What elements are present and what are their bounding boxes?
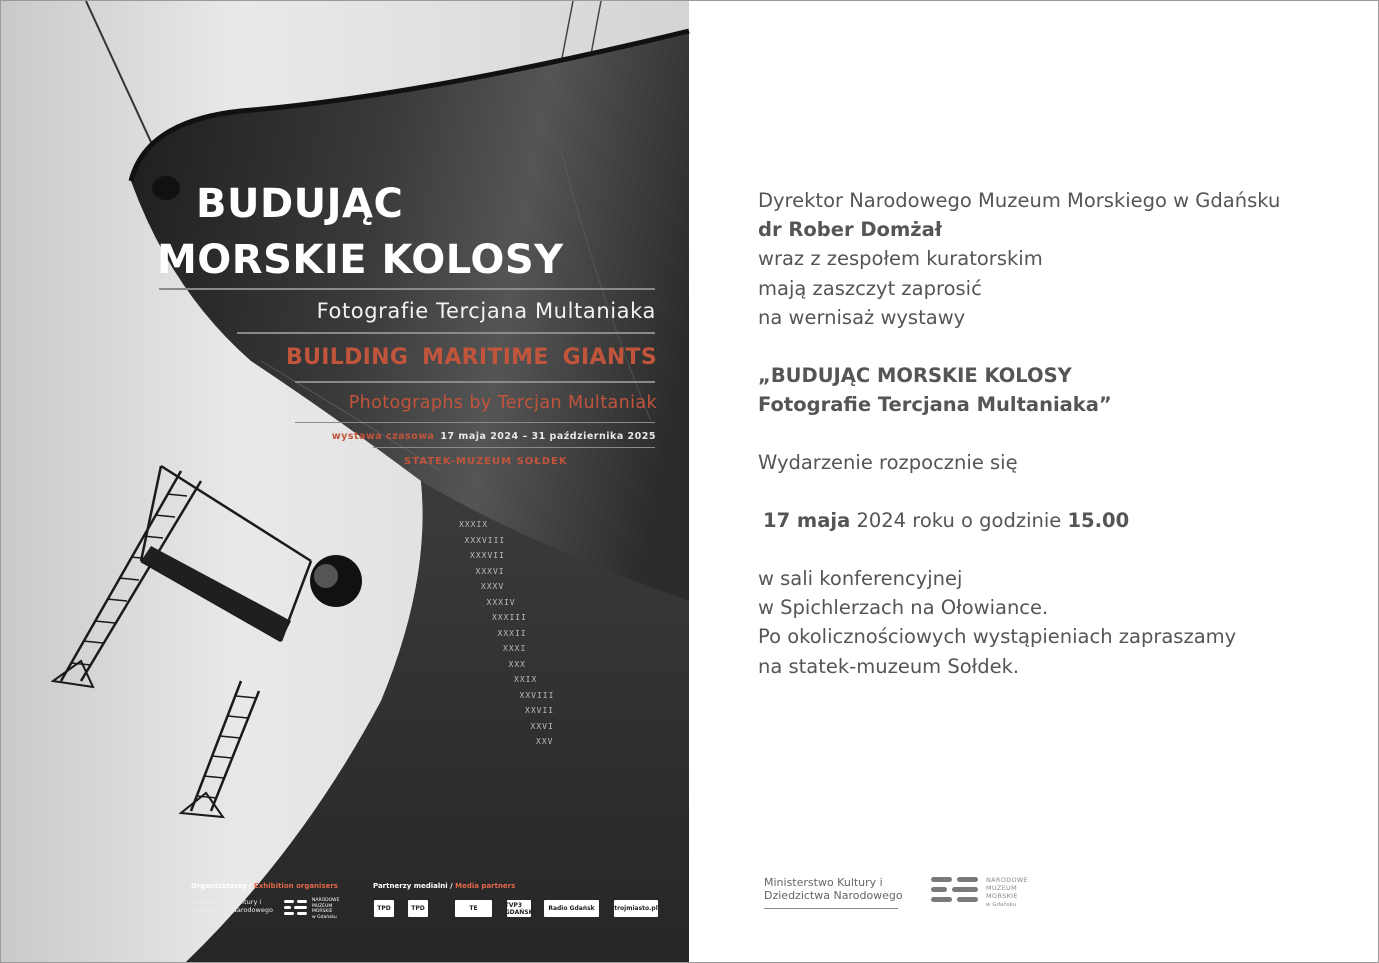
invite-line-team: wraz z zespołem kuratorskim bbox=[758, 247, 1043, 271]
dates-value: 17 maja 2024 – 31 października 2025 bbox=[440, 431, 656, 442]
media-partner-logo: TPD bbox=[374, 900, 394, 917]
organizers-heading bbox=[191, 882, 338, 890]
hull-mark: XXXIX bbox=[459, 520, 489, 529]
invite-time: 15.00 bbox=[1067, 509, 1130, 533]
hull-mark: XXV bbox=[536, 737, 554, 746]
invite-exhibition-title1: „BUDUJĄC MORSKIE KOLOSY bbox=[758, 363, 1072, 387]
hull-mark: XXXVII bbox=[470, 551, 505, 560]
ministry-underline bbox=[764, 908, 898, 909]
media-partner-logo: TVP3 GDAŃSK bbox=[504, 901, 534, 916]
media-partner-logo: TE bbox=[455, 900, 492, 917]
hull-mark: XXXII bbox=[497, 628, 527, 638]
nmm-small-line: NARODOWE bbox=[312, 898, 340, 903]
nmm-small-line: w Gdańsku bbox=[312, 914, 337, 920]
nmm-logo-line: w Gdańsku bbox=[986, 901, 1017, 908]
invite-line-director-title: Dyrektor Narodowego Muzeum Morskiego w Gdańsku bbox=[758, 189, 1281, 212]
media-partner-logo: Radio Gdańsk bbox=[544, 900, 599, 917]
invite-exhibition-title2: Fotografie Tercjana Multaniaka” bbox=[758, 393, 1112, 417]
poster-title-line1: BUDUJĄC bbox=[196, 181, 404, 227]
media-label: Partnerzy medialni / bbox=[373, 882, 453, 890]
invite-date-rest: 2024 roku o godzinie bbox=[850, 509, 1068, 533]
media-heading bbox=[373, 882, 515, 890]
hull-mark: XXXVI bbox=[475, 566, 505, 576]
title-divider bbox=[159, 288, 655, 290]
hull-mark: XXXIV bbox=[486, 597, 516, 607]
invite-director-name: dr Rober Domżał bbox=[758, 218, 943, 242]
organizers-label-en: Exhibition organisers bbox=[254, 882, 338, 890]
nmm-small-text bbox=[312, 898, 339, 920]
hull-mark: XXVII bbox=[525, 706, 555, 715]
dates-label: wystawa czasowa bbox=[331, 431, 435, 442]
invite-place1: w sali konferencyjnej bbox=[758, 567, 963, 591]
nmm-small-line: MUZEUM bbox=[312, 903, 333, 909]
invite-date: 17 maja bbox=[763, 509, 851, 533]
exhibition-poster bbox=[1, 1, 689, 962]
nmm-logo-line: NARODOWE bbox=[986, 876, 1028, 884]
media-label-en: Media partners bbox=[455, 882, 516, 890]
hull-mark: XXIX bbox=[514, 675, 538, 684]
ministry-logo-small: Ministerstwo Kultury i Dziedzictwa Narodowego bbox=[191, 898, 273, 914]
hull-mark: XXVIII bbox=[519, 690, 555, 700]
poster-subtitle-en: Photographs by Tercjan Multaniak bbox=[348, 393, 657, 413]
poster-dates bbox=[332, 431, 656, 442]
nmm-logo bbox=[931, 876, 981, 906]
hull-mark: XXXI bbox=[503, 644, 527, 653]
hull-mark: XXXVIII bbox=[464, 535, 506, 545]
nmm-logo-text bbox=[986, 876, 1028, 909]
subtitle-en-divider bbox=[295, 422, 655, 423]
dates-divider bbox=[373, 447, 655, 448]
hull-mark: XXXIII bbox=[492, 613, 527, 622]
poster-subtitle-pl: Fotografie Tercjana Multaniaka bbox=[316, 299, 656, 323]
media-partner-logo: TPD bbox=[408, 900, 428, 917]
subtitle-divider bbox=[237, 332, 655, 334]
invite-date-line bbox=[763, 506, 1338, 535]
ministry-logo: Ministerstwo Kultury i Dziedzictwa Narodowego bbox=[764, 876, 903, 902]
hull-mark: XXVI bbox=[530, 721, 554, 731]
invitation-text bbox=[758, 186, 1338, 681]
ship-bow-photo bbox=[1, 1, 689, 962]
nmm-small-line: MORSKIE bbox=[312, 909, 333, 914]
title-en-divider bbox=[295, 381, 655, 383]
poster-title-line2: MORSKIE KOLOSY bbox=[157, 237, 564, 283]
nmm-logo-line: MUZEUM bbox=[986, 884, 1017, 893]
poster-title-en: BUILDING MARITIME GIANTS bbox=[286, 345, 657, 370]
invite-line-honor: mają zaszczyt zaprosić bbox=[758, 276, 982, 300]
hull-mark: XXXV bbox=[481, 582, 505, 591]
invite-event-start: Wydarzenie rozpocznie się bbox=[758, 451, 1018, 475]
poster-venue: STATEK-MUZEUM SOŁDEK bbox=[404, 456, 568, 467]
hull-mark: XXX bbox=[508, 659, 526, 669]
organizers-label: Organizatorzy / bbox=[191, 882, 252, 890]
media-partner-logo: trojmiasto.pl bbox=[614, 900, 658, 917]
invite-line-vernissage: na wernisaż wystawy bbox=[758, 305, 966, 329]
invite-place2: w Spichlerzach na Ołowiance. bbox=[758, 596, 1049, 620]
invite-place3: Po okolicznościowych wystąpieniach zapraszamy bbox=[758, 625, 1237, 649]
nmm-logo-line: MORSKIE bbox=[986, 892, 1018, 901]
invite-place4: na statek-muzeum Sołdek. bbox=[758, 654, 1020, 678]
